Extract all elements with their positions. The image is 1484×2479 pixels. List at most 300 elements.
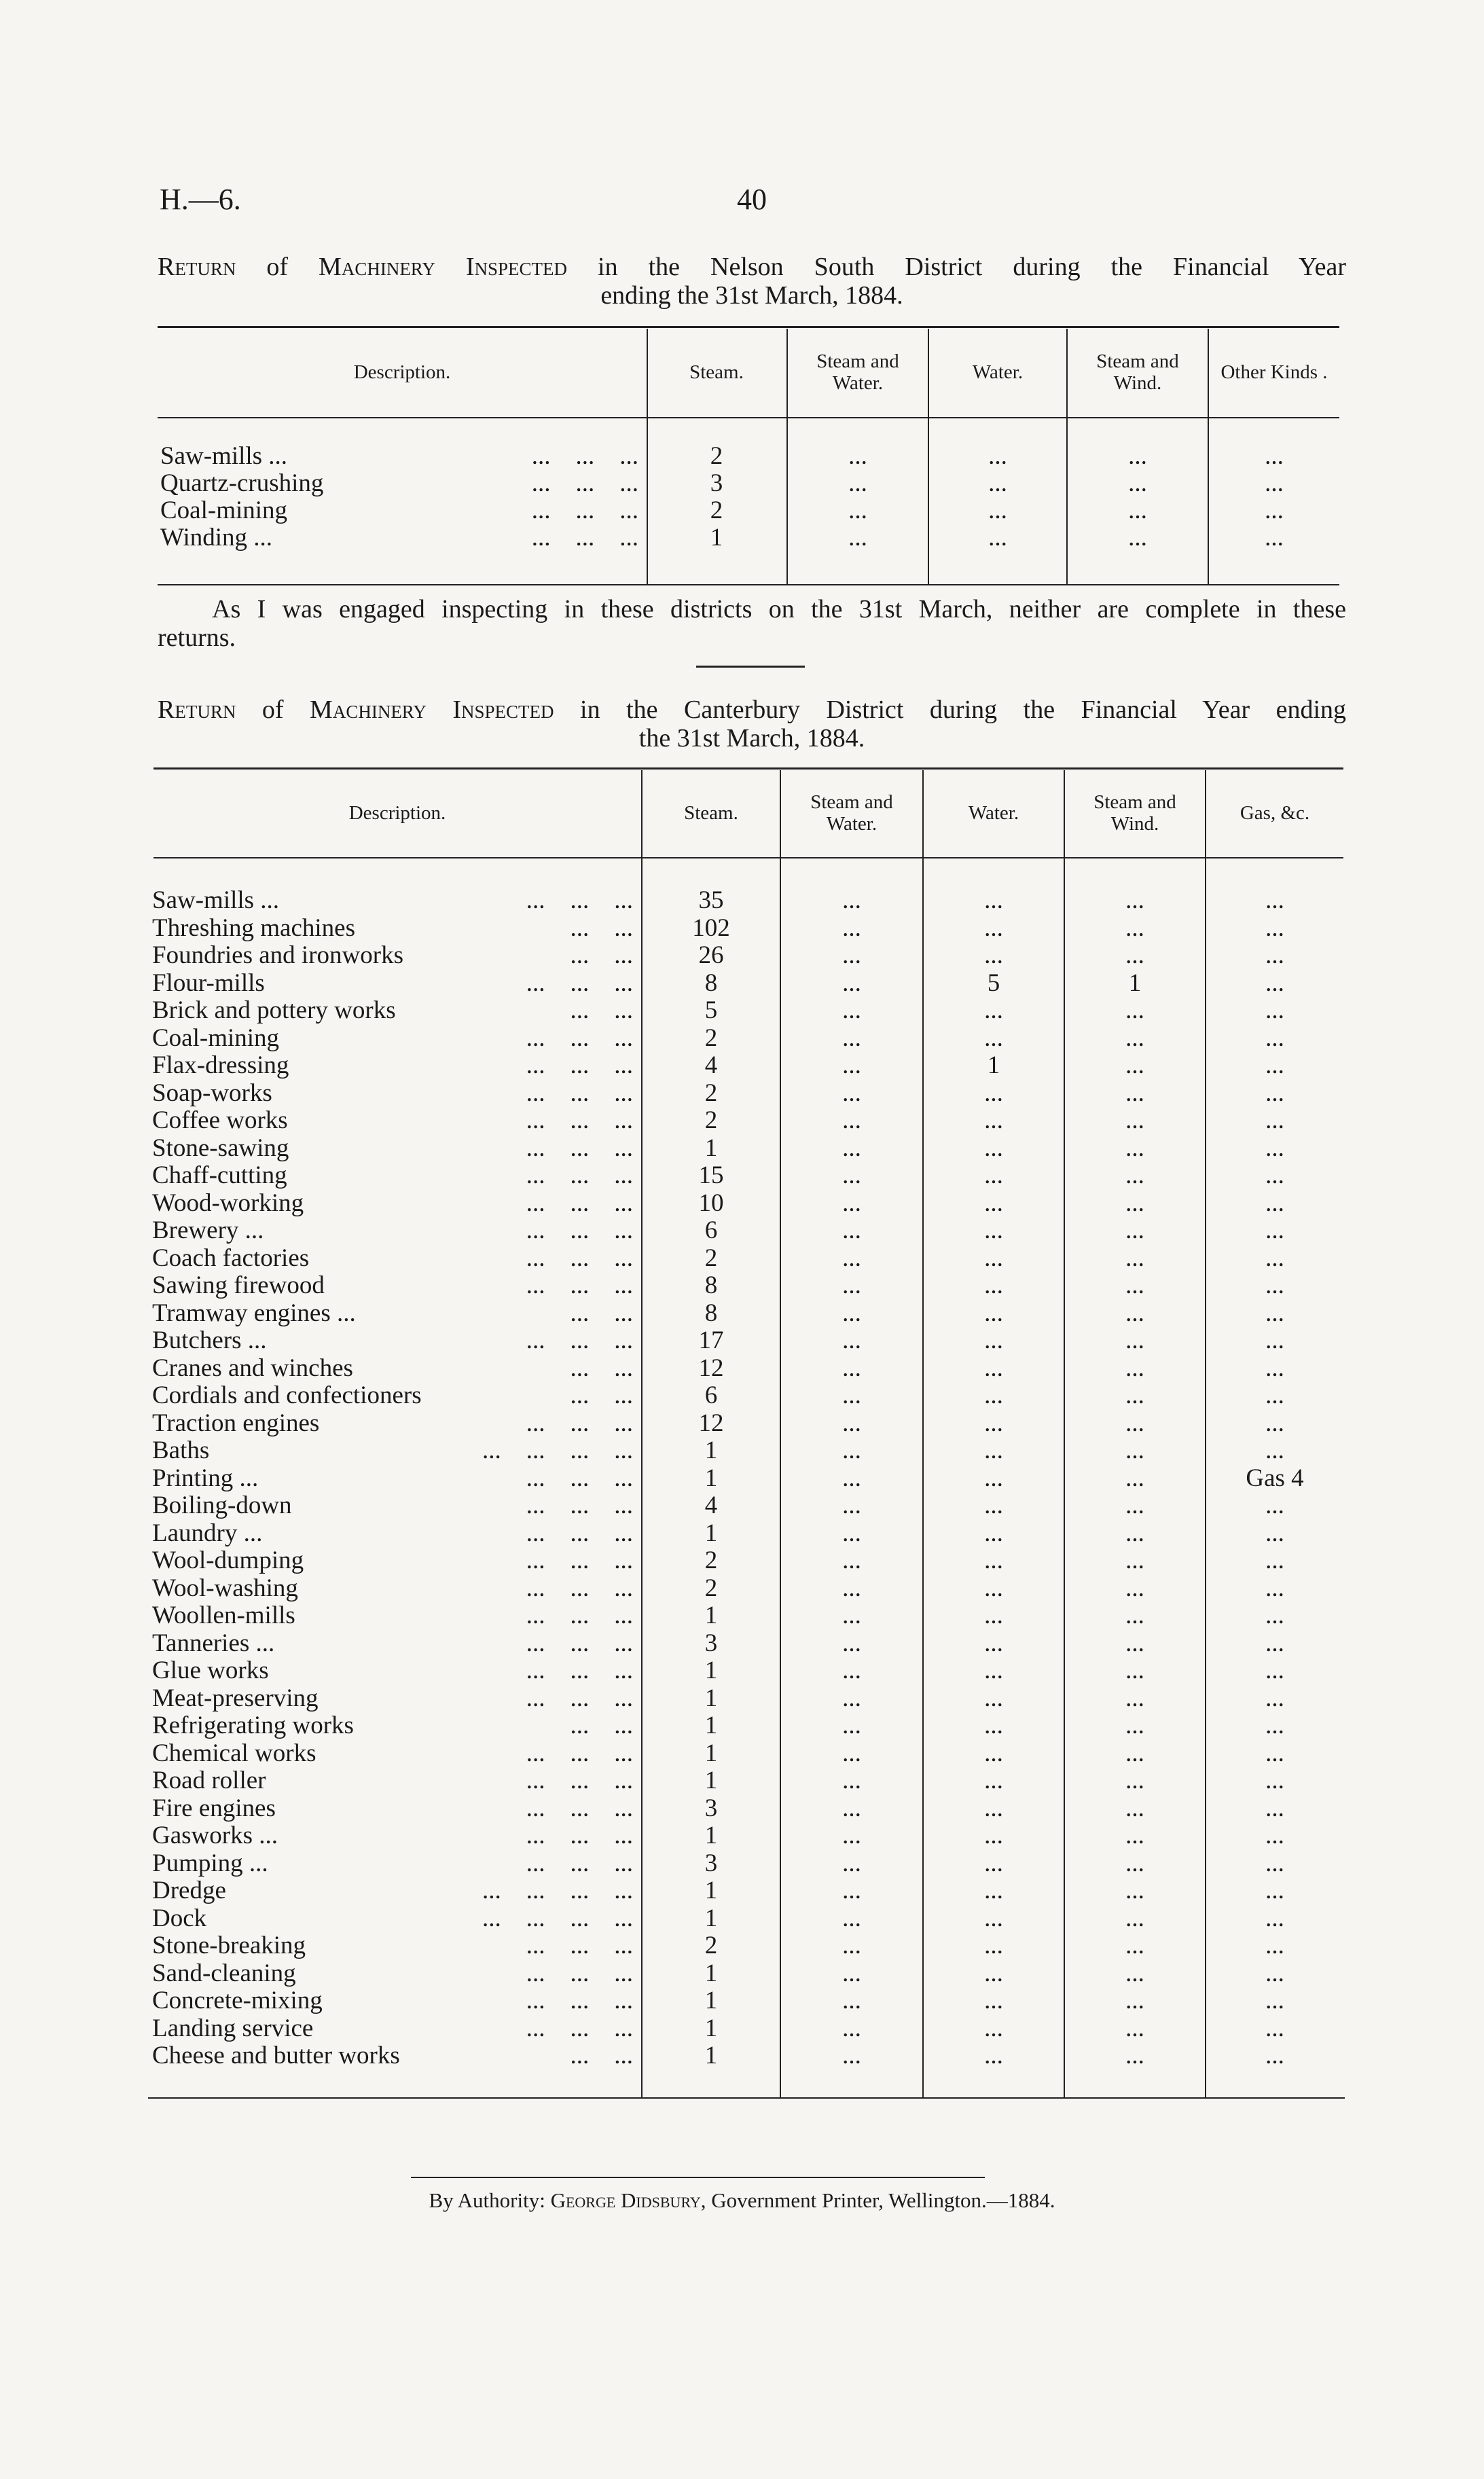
- cell-steam-water: ...: [842, 1051, 861, 1079]
- cell-gas: ...: [1265, 1134, 1284, 1162]
- row-leader-dots: ... ... ... ...: [482, 1877, 633, 1904]
- cell-steam: 1: [704, 1657, 718, 1684]
- table-row: [0, 1547, 1484, 1574]
- row-description: Baths: [152, 1436, 210, 1464]
- cell-water: ...: [984, 1244, 1003, 1272]
- table-row: [0, 1712, 1484, 1739]
- cell-steam-water: ...: [848, 442, 867, 470]
- cell-steam-wind: ...: [1125, 1822, 1144, 1849]
- printer-imprint: By Authority: George Didsbury, Government Printer, Wellington.—1884.: [429, 2188, 1055, 2212]
- row-leader-dots: ... ...: [570, 1712, 633, 1739]
- table-row: [0, 1190, 1484, 1217]
- cell-water: ...: [984, 2014, 1003, 2042]
- row-description: Dock: [152, 1904, 207, 1932]
- cell-water: ...: [984, 1657, 1003, 1684]
- row-description: Brewery ...: [152, 1216, 264, 1244]
- row-description: Boiling-down: [152, 1491, 292, 1519]
- row-leader-dots: ... ... ...: [526, 1602, 633, 1629]
- cell-steam: 1: [710, 524, 723, 551]
- row-leader-dots: ... ... ...: [526, 1767, 633, 1794]
- cell-steam-water: ...: [842, 1574, 861, 1602]
- table-row: [0, 1135, 1484, 1162]
- cell-steam-wind: ...: [1125, 1079, 1144, 1107]
- row-description: Saw-mills ...: [152, 886, 280, 914]
- cell-steam-water: ...: [842, 1436, 861, 1464]
- cell-water: ...: [984, 1079, 1003, 1107]
- row-leader-dots: ... ... ...: [526, 1657, 633, 1684]
- row-leader-dots: ... ...: [570, 1354, 633, 1382]
- cell-gas: ...: [1265, 1409, 1284, 1437]
- cell-steam-wind: ...: [1125, 1354, 1144, 1382]
- row-leader-dots: ... ... ...: [526, 1216, 633, 1244]
- cell-steam: 2: [704, 1244, 718, 1272]
- row-description: Tanneries ...: [152, 1629, 275, 1657]
- cell-water: ...: [988, 442, 1007, 470]
- table-row: [0, 1355, 1484, 1382]
- table-row: [0, 1630, 1484, 1657]
- cell-steam-water: ...: [842, 1299, 861, 1327]
- table-row: [0, 1217, 1484, 1244]
- table-row: [0, 2015, 1484, 2042]
- cell-water: ...: [984, 1189, 1003, 1217]
- cell-water: ...: [984, 2042, 1003, 2069]
- cell-steam-water: ...: [842, 1712, 861, 1739]
- cell-steam-wind: ...: [1125, 1299, 1144, 1327]
- cell-steam: 1: [704, 1602, 718, 1629]
- row-leader-dots: ... ...: [570, 941, 633, 969]
- cell-water: ...: [984, 1464, 1003, 1492]
- cell-water: ...: [984, 1904, 1003, 1932]
- cell-steam: 2: [710, 442, 723, 470]
- row-description: Coffee works: [152, 1106, 288, 1134]
- cell-gas: ...: [1265, 1024, 1284, 1052]
- row-leader-dots: ... ... ...: [531, 442, 638, 470]
- cell-water: ...: [984, 1271, 1003, 1299]
- cell-steam-wind: ...: [1128, 496, 1147, 524]
- cell-steam-water: ...: [842, 1959, 861, 1987]
- table-row: [0, 2042, 1484, 2069]
- nelson-header-bottom-rule: [158, 417, 1339, 418]
- row-leader-dots: ... ... ...: [526, 1849, 633, 1877]
- cell-steam-water: ...: [842, 1739, 861, 1767]
- cell-steam-wind: ...: [1125, 1739, 1144, 1767]
- cell-gas: ...: [1265, 1987, 1284, 2014]
- row-leader-dots: ... ... ...: [526, 1629, 633, 1657]
- cell-water: ...: [984, 1491, 1003, 1519]
- cell-steam-water: ...: [848, 496, 867, 524]
- cell-gas: ...: [1265, 1051, 1284, 1079]
- canterbury-col-gas: Gas, &c.: [1239, 802, 1310, 824]
- cell-steam-wind: ...: [1125, 1216, 1144, 1244]
- cell-gas: ...: [1265, 1354, 1284, 1382]
- cell-steam-wind: ...: [1125, 1794, 1144, 1822]
- cell-gas: ...: [1265, 1794, 1284, 1822]
- nelson-col-other: Other Kinds .: [1220, 361, 1328, 383]
- canterbury-col-description: Description.: [348, 802, 446, 824]
- cell-steam-wind: ...: [1125, 1546, 1144, 1574]
- row-leader-dots: ... ... ...: [531, 524, 638, 551]
- row-description: Coach factories: [152, 1244, 310, 1272]
- cell-steam-wind: ...: [1125, 1712, 1144, 1739]
- nelson-note: As I was engaged inspecting in these districts on the 31st March, neither are complete in these returns.: [158, 595, 1346, 652]
- cell-steam: 2: [704, 1024, 718, 1052]
- cell-water: ...: [988, 469, 1007, 497]
- row-leader-dots: ... ... ...: [526, 886, 633, 914]
- row-leader-dots: ... ... ...: [526, 969, 633, 997]
- row-description: Chemical works: [152, 1739, 316, 1767]
- cell-steam: 1: [704, 2014, 718, 2042]
- cell-gas: ...: [1265, 1712, 1284, 1739]
- cell-steam: 1: [704, 1684, 718, 1712]
- cell-steam-water: ...: [842, 1684, 861, 1712]
- cell-steam: 26: [698, 941, 724, 969]
- cell-steam: 2: [704, 1106, 718, 1134]
- row-description: Winding ...: [160, 524, 273, 551]
- cell-water: ...: [984, 1354, 1003, 1382]
- table-row: [0, 1932, 1484, 1959]
- cell-other: ...: [1265, 469, 1284, 497]
- cell-gas: ...: [1265, 1932, 1284, 1959]
- cell-water: ...: [984, 913, 1003, 942]
- cell-steam-water: ...: [842, 1794, 861, 1822]
- table-row: [0, 1327, 1484, 1354]
- row-description: Sand-cleaning: [152, 1959, 296, 1987]
- cell-steam: 4: [704, 1491, 718, 1519]
- cell-gas: Gas 4: [1246, 1464, 1304, 1492]
- cell-steam-wind: ...: [1128, 524, 1147, 551]
- cell-steam-wind: ...: [1125, 1409, 1144, 1437]
- row-description: Coal-mining: [152, 1024, 280, 1052]
- cell-steam-water: ...: [842, 1161, 861, 1189]
- cell-steam-water: ...: [842, 1024, 861, 1052]
- cell-gas: ...: [1265, 1904, 1284, 1932]
- row-description: Fire engines: [152, 1794, 276, 1822]
- table-row: [0, 1987, 1484, 2014]
- cell-gas: ...: [1265, 1436, 1284, 1464]
- cell-steam-water: ...: [842, 1271, 861, 1299]
- cell-steam-wind: ...: [1125, 1464, 1144, 1492]
- row-description: Landing service: [152, 2014, 314, 2042]
- row-leader-dots: ... ... ...: [526, 1079, 633, 1107]
- cell-steam: 1: [704, 1519, 718, 1547]
- cell-water: ...: [984, 1216, 1003, 1244]
- cell-gas: ...: [1265, 1574, 1284, 1602]
- cell-gas: ...: [1265, 1244, 1284, 1272]
- cell-steam-wind: ...: [1125, 1491, 1144, 1519]
- cell-steam: 1: [704, 2042, 718, 2069]
- canterbury-col-steam-wind: Steam and Wind.: [1093, 791, 1176, 835]
- cell-gas: ...: [1265, 913, 1284, 942]
- cell-water: ...: [984, 1629, 1003, 1657]
- cell-steam: 1: [704, 1134, 718, 1162]
- cell-steam-wind: ...: [1125, 1904, 1144, 1932]
- cell-steam-water: ...: [842, 1464, 861, 1492]
- row-leader-dots: ... ... ...: [526, 1794, 633, 1822]
- cell-gas: ...: [1265, 1106, 1284, 1134]
- cell-steam-water: ...: [842, 2042, 861, 2069]
- cell-steam: 3: [704, 1629, 718, 1657]
- row-leader-dots: ... ... ...: [526, 1189, 633, 1217]
- cell-steam: 8: [704, 1271, 718, 1299]
- cell-steam: 1: [704, 1904, 718, 1932]
- cell-water: ...: [988, 524, 1007, 551]
- cell-steam-wind: ...: [1125, 1244, 1144, 1272]
- row-description: Concrete-mixing: [152, 1987, 323, 2014]
- cell-steam: 17: [698, 1326, 724, 1354]
- cell-water: ...: [984, 1794, 1003, 1822]
- row-description: Wood-working: [152, 1189, 304, 1217]
- cell-steam-wind: ...: [1125, 2014, 1144, 2042]
- cell-steam-water: ...: [842, 1519, 861, 1547]
- cell-water: ...: [984, 1849, 1003, 1877]
- row-leader-dots: ... ... ...: [526, 1491, 633, 1519]
- cell-gas: ...: [1265, 886, 1284, 914]
- cell-steam-wind: ...: [1125, 913, 1144, 942]
- row-leader-dots: ... ... ...: [526, 1684, 633, 1712]
- cell-steam-wind: ...: [1125, 2042, 1144, 2069]
- cell-steam-wind: ...: [1125, 886, 1144, 914]
- table-row: [0, 1492, 1484, 1519]
- cell-steam-wind: ...: [1125, 1767, 1144, 1794]
- cell-steam: 12: [698, 1354, 724, 1382]
- table-row: [0, 1465, 1484, 1492]
- cell-steam-wind: ...: [1125, 1134, 1144, 1162]
- cell-steam: 1: [704, 1436, 718, 1464]
- table-row: [0, 1575, 1484, 1602]
- cell-water: ...: [984, 1326, 1003, 1354]
- row-leader-dots: ... ... ...: [526, 1024, 633, 1052]
- cell-water: ...: [984, 1546, 1003, 1574]
- cell-steam: 2: [704, 1932, 718, 1959]
- table-row: [0, 1272, 1484, 1299]
- cell-water: 5: [987, 969, 1000, 997]
- table-row: [0, 1657, 1484, 1684]
- row-description: Woollen-mills: [152, 1602, 295, 1629]
- nelson-col-steam-water: Steam and Water.: [816, 350, 899, 394]
- cell-water: ...: [984, 1409, 1003, 1437]
- cell-steam: 1: [704, 1877, 718, 1904]
- cell-gas: ...: [1265, 1849, 1284, 1877]
- cell-water: ...: [984, 941, 1003, 969]
- cell-gas: ...: [1265, 996, 1284, 1024]
- cell-steam-water: ...: [842, 1189, 861, 1217]
- row-leader-dots: ... ... ...: [526, 1739, 633, 1767]
- cell-steam: 12: [698, 1409, 724, 1437]
- cell-water: ...: [984, 1024, 1003, 1052]
- cell-gas: ...: [1265, 1271, 1284, 1299]
- cell-steam: 2: [704, 1546, 718, 1574]
- cell-steam: 2: [710, 496, 723, 524]
- row-description: Brick and pottery works: [152, 996, 396, 1024]
- cell-steam-wind: ...: [1125, 1574, 1144, 1602]
- table-row: [0, 1822, 1484, 1849]
- row-description: Laundry ...: [152, 1519, 263, 1547]
- cell-gas: ...: [1265, 1491, 1284, 1519]
- cell-water: ...: [988, 496, 1007, 524]
- cell-water: 1: [987, 1051, 1000, 1079]
- cell-steam-water: ...: [848, 469, 867, 497]
- row-leader-dots: ... ...: [570, 1381, 633, 1409]
- cell-steam-water: ...: [842, 1491, 861, 1519]
- cell-steam-wind: ...: [1125, 1657, 1144, 1684]
- canterbury-col-steam: Steam.: [684, 802, 738, 824]
- row-description: Glue works: [152, 1657, 269, 1684]
- cell-steam-wind: ...: [1125, 1629, 1144, 1657]
- row-leader-dots: ... ... ...: [531, 496, 638, 524]
- table-row: [0, 1437, 1484, 1464]
- cell-steam: 3: [704, 1849, 718, 1877]
- row-description: Meat-preserving: [152, 1684, 319, 1712]
- cell-gas: ...: [1265, 1381, 1284, 1409]
- cell-water: ...: [984, 996, 1003, 1024]
- row-leader-dots: ... ... ... ...: [482, 1436, 633, 1464]
- cell-steam-wind: ...: [1125, 1684, 1144, 1712]
- row-description: Chaff-cutting: [152, 1161, 287, 1189]
- cell-steam-water: ...: [842, 1657, 861, 1684]
- row-description: Tramway engines ...: [152, 1299, 356, 1327]
- table-row: [0, 942, 1484, 969]
- cell-steam-wind: ...: [1125, 1849, 1144, 1877]
- cell-steam-wind: ...: [1128, 469, 1147, 497]
- row-description: Soap-works: [152, 1079, 272, 1107]
- cell-steam-water: ...: [842, 1079, 861, 1107]
- cell-steam-water: ...: [842, 1932, 861, 1959]
- table-row: [0, 1080, 1484, 1107]
- cell-steam-water: ...: [842, 913, 861, 942]
- table-row: [0, 443, 1484, 470]
- document-code: H.—6.: [160, 183, 241, 216]
- row-description: Refrigerating works: [152, 1712, 354, 1739]
- cell-steam-wind: ...: [1125, 941, 1144, 969]
- row-leader-dots: ... ... ... ...: [482, 1904, 633, 1932]
- cell-water: ...: [984, 1106, 1003, 1134]
- row-leader-dots: ... ... ...: [526, 1134, 633, 1162]
- cell-water: ...: [984, 1987, 1003, 2014]
- canterbury-col-steam-water: Steam and Water.: [810, 791, 893, 835]
- table-row: [0, 1382, 1484, 1409]
- table-row: [0, 915, 1484, 942]
- cell-steam: 1: [704, 1464, 718, 1492]
- row-description: Coal-mining: [160, 496, 288, 524]
- row-description: Wool-washing: [152, 1574, 298, 1602]
- cell-steam-water: ...: [842, 1106, 861, 1134]
- nelson-col-water: Water.: [972, 361, 1024, 383]
- nelson-col-steam: Steam.: [689, 361, 744, 383]
- row-description: Flax-dressing: [152, 1051, 289, 1079]
- cell-water: ...: [984, 886, 1003, 914]
- row-leader-dots: ... ... ...: [526, 1574, 633, 1602]
- cell-other: ...: [1265, 496, 1284, 524]
- row-description: Stone-sawing: [152, 1134, 289, 1162]
- row-leader-dots: ... ... ...: [526, 1959, 633, 1987]
- page-number: 40: [737, 183, 767, 216]
- table-row: [0, 497, 1484, 524]
- cell-gas: ...: [1265, 1189, 1284, 1217]
- cell-steam-wind: ...: [1125, 1436, 1144, 1464]
- table-row: [0, 970, 1484, 997]
- cell-steam-water: ...: [842, 1546, 861, 1574]
- cell-steam: 8: [704, 969, 718, 997]
- cell-steam-wind: 1: [1128, 969, 1142, 997]
- row-description: Gasworks ...: [152, 1822, 278, 1849]
- cell-water: ...: [984, 1684, 1003, 1712]
- table-row: [0, 1410, 1484, 1437]
- cell-steam-wind: ...: [1125, 1024, 1144, 1052]
- nelson-table-top-rule: [158, 326, 1339, 328]
- row-leader-dots: ... ...: [570, 2042, 633, 2069]
- cell-steam-water: ...: [842, 1244, 861, 1272]
- table-row: [0, 1960, 1484, 1987]
- cell-steam: 2: [704, 1079, 718, 1107]
- row-leader-dots: ... ...: [570, 996, 633, 1024]
- canterbury-table-bottom-rule: [148, 2097, 1345, 2099]
- cell-steam-wind: ...: [1125, 1106, 1144, 1134]
- cell-gas: ...: [1265, 1767, 1284, 1794]
- cell-steam: 1: [704, 1987, 718, 2014]
- cell-steam: 8: [704, 1299, 718, 1327]
- table-row: [0, 1850, 1484, 1877]
- cell-gas: ...: [1265, 1657, 1284, 1684]
- row-leader-dots: ... ... ...: [531, 469, 638, 497]
- cell-gas: ...: [1265, 1629, 1284, 1657]
- cell-water: ...: [984, 1436, 1003, 1464]
- row-description: Stone-breaking: [152, 1932, 306, 1959]
- cell-other: ...: [1265, 524, 1284, 551]
- cell-water: ...: [984, 1739, 1003, 1767]
- table-row: [0, 1767, 1484, 1794]
- cell-gas: ...: [1265, 941, 1284, 969]
- table-row: [0, 1245, 1484, 1272]
- table-row: [0, 1520, 1484, 1547]
- cell-steam-wind: ...: [1125, 1189, 1144, 1217]
- row-leader-dots: ... ... ...: [526, 1519, 633, 1547]
- table-row: [0, 470, 1484, 497]
- row-description: Dredge: [152, 1877, 226, 1904]
- row-description: Quartz-crushing: [160, 469, 324, 497]
- row-leader-dots: ... ... ...: [526, 1271, 633, 1299]
- table-row: [0, 1740, 1484, 1767]
- table-row: [0, 1795, 1484, 1822]
- cell-water: ...: [984, 1712, 1003, 1739]
- cell-steam-water: ...: [842, 1877, 861, 1904]
- table-row: [0, 1905, 1484, 1932]
- row-description: Traction engines: [152, 1409, 320, 1437]
- cell-steam: 15: [698, 1161, 724, 1189]
- row-description: Sawing firewood: [152, 1271, 325, 1299]
- cell-steam-water: ...: [842, 1767, 861, 1794]
- cell-steam-water: ...: [842, 1822, 861, 1849]
- cell-gas: ...: [1265, 1546, 1284, 1574]
- cell-steam-wind: ...: [1125, 1051, 1144, 1079]
- row-leader-dots: ... ... ...: [526, 1326, 633, 1354]
- nelson-col-description: Description.: [353, 361, 451, 383]
- cell-water: ...: [984, 1134, 1003, 1162]
- row-leader-dots: ... ... ...: [526, 1932, 633, 1959]
- cell-steam: 4: [704, 1051, 718, 1079]
- cell-steam-water: ...: [842, 1629, 861, 1657]
- cell-water: ...: [984, 1767, 1003, 1794]
- nelson-table-bottom-rule: [158, 584, 1339, 585]
- table-row: [0, 997, 1484, 1024]
- cell-gas: ...: [1265, 1959, 1284, 1987]
- cell-other: ...: [1265, 442, 1284, 470]
- row-leader-dots: ... ... ...: [526, 1409, 633, 1437]
- cell-water: ...: [984, 1822, 1003, 1849]
- row-leader-dots: ... ... ...: [526, 1051, 633, 1079]
- cell-steam: 1: [704, 1767, 718, 1794]
- cell-steam-water: ...: [842, 1326, 861, 1354]
- row-description: Cranes and winches: [152, 1354, 353, 1382]
